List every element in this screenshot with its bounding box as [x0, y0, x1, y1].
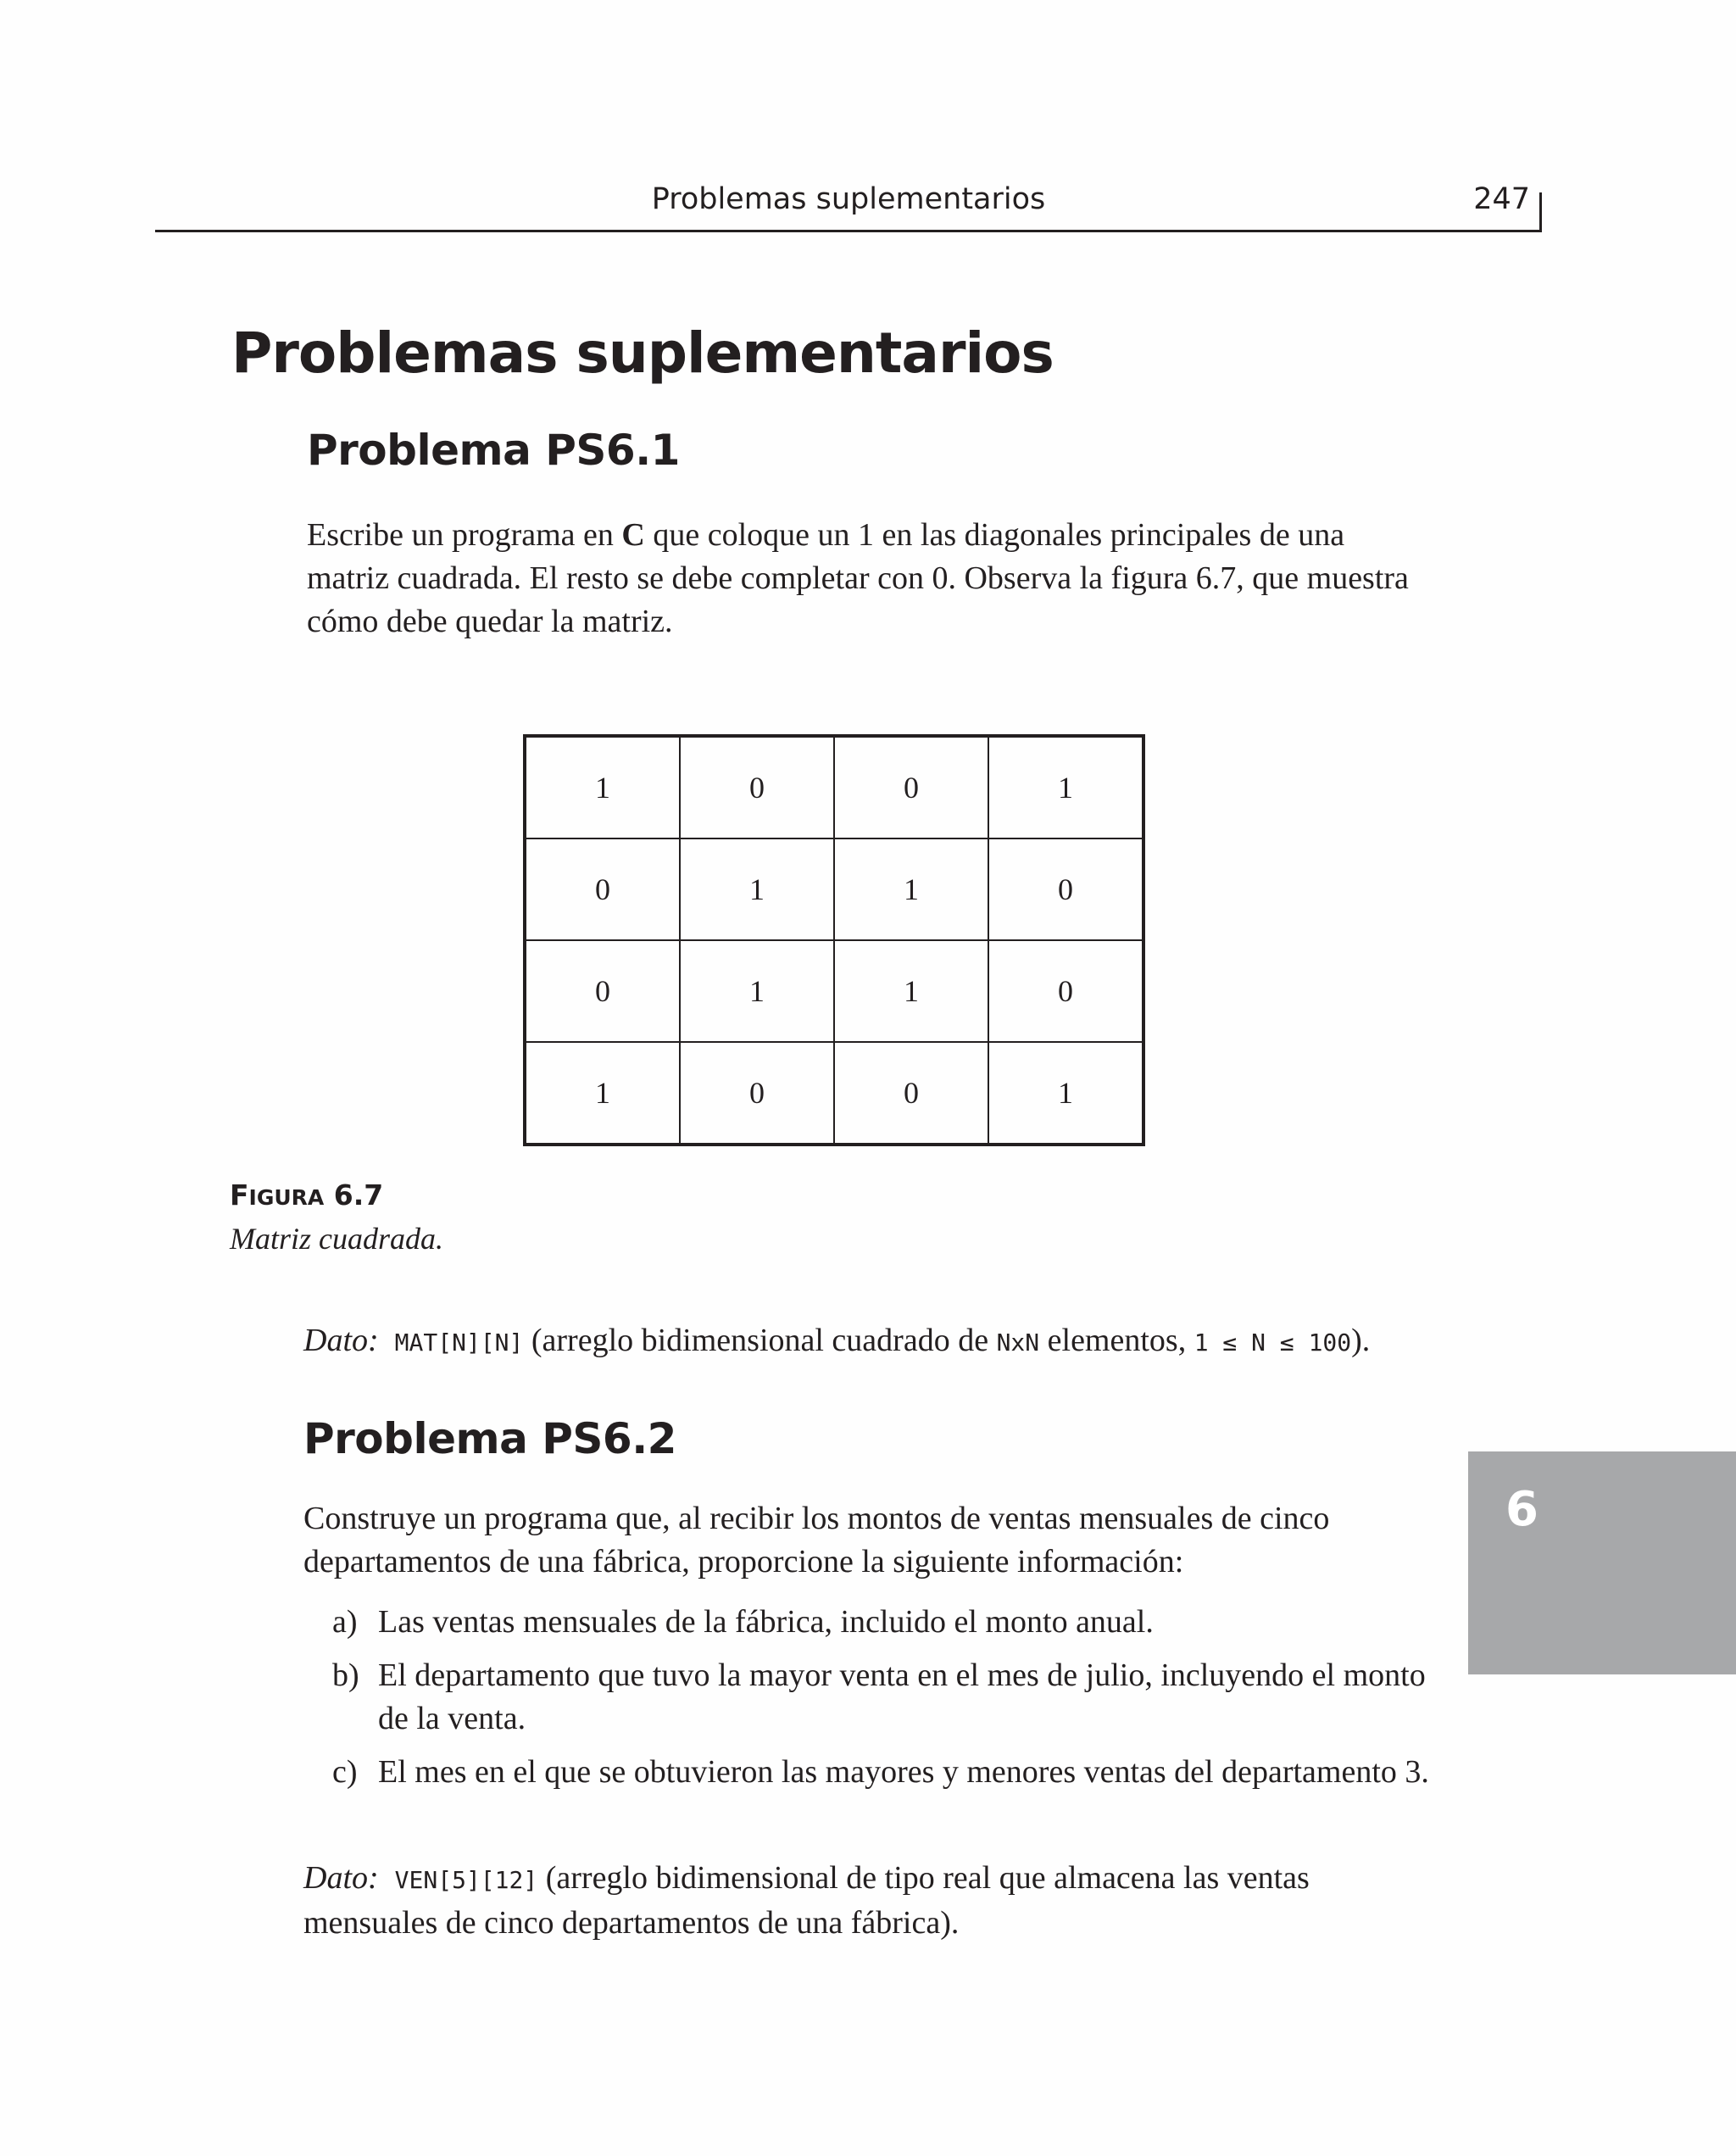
list-item-text: El mes en el que se obtuvieron las mayores y menores ventas del departamento 3. [378, 1754, 1429, 1790]
matrix-row [525, 1042, 1143, 1145]
matrix-row [525, 838, 1143, 940]
page-number: 247 [1473, 182, 1530, 216]
square-matrix-figure [523, 734, 1145, 1146]
problem-ps6-2-statement: Construye un programa que, al recibir los montos de ventas mensuales de cinco departamentos de una fábrica, proporcione la siguiente información: [303, 1501, 1330, 1579]
problem-ps6-2-title: Problema PS6.2 [303, 1414, 676, 1463]
matrix-cell: 1 [525, 1042, 680, 1145]
data-note-ps6-1 [303, 1319, 1370, 1364]
list-marker: b) [332, 1657, 359, 1693]
matrix-cell: 1 [525, 736, 680, 838]
data-note-ps6-2 [303, 1857, 1422, 1945]
figure-label [230, 1178, 383, 1212]
requirements-list [332, 1601, 1434, 1804]
matrix-cell: 1 [988, 1042, 1143, 1145]
code-ven: VEN[5][12] [394, 1866, 538, 1894]
language-name: C [621, 517, 645, 553]
running-header [155, 174, 1542, 232]
matrix-cell: 0 [525, 838, 680, 940]
matrix-cell: 0 [525, 940, 680, 1042]
list-item [332, 1751, 1434, 1794]
header-tick-mark [1539, 192, 1542, 231]
figure-number: 6.7 [333, 1178, 384, 1212]
code-nxn: NxN [996, 1329, 1040, 1357]
matrix-row [525, 736, 1143, 838]
list-item [332, 1601, 1434, 1644]
data-label: Dato: [303, 1860, 379, 1896]
matrix-cell: 1 [834, 838, 988, 940]
problem-ps6-1-statement [307, 514, 1434, 643]
matrix-row [525, 940, 1143, 1042]
section-title: Problemas suplementarios [231, 320, 1054, 386]
matrix-cell: 0 [834, 736, 988, 838]
matrix-cell: 1 [988, 736, 1143, 838]
figure-label-initial: F [230, 1178, 249, 1212]
matrix-cell: 0 [988, 838, 1143, 940]
list-item-text: Las ventas mensuales de la fábrica, incluido el monto anual. [378, 1604, 1154, 1640]
statement-text: Escribe un programa en [307, 517, 622, 553]
matrix-cell: 0 [834, 1042, 988, 1145]
statement-text: que coloque un 1 en las diagonales principales de una matriz cuadrada. El resto se debe completar con 0. Observa la figura 6.7, que muestra cómo debe quedar la matriz. [307, 517, 1409, 639]
chapter-number: 6 [1505, 1482, 1538, 1537]
matrix-cell: 1 [680, 838, 834, 940]
code-mat: MAT[N][N] [394, 1329, 524, 1357]
list-item [332, 1654, 1434, 1741]
matrix-cell: 0 [680, 1042, 834, 1145]
list-marker: a) [332, 1604, 358, 1640]
data-text: ). [1351, 1323, 1371, 1358]
data-text: elementos, [1039, 1323, 1194, 1358]
code-range: 1 ≤ N ≤ 100 [1194, 1329, 1352, 1357]
matrix-cell: 1 [680, 940, 834, 1042]
matrix-cell: 0 [680, 736, 834, 838]
problem-ps6-1-title: Problema PS6.1 [307, 426, 680, 475]
figure-caption: Matriz cuadrada. [230, 1222, 443, 1256]
data-label: Dato: [303, 1323, 379, 1358]
list-item-text: El departamento que tuvo la mayor venta en el mes de julio, incluyendo el monto de la venta. [378, 1657, 1426, 1736]
list-marker: c) [332, 1754, 358, 1790]
matrix-cell: 1 [834, 940, 988, 1042]
chapter-thumb-tab [1468, 1451, 1736, 1674]
matrix-cell: 0 [988, 940, 1143, 1042]
figure-label-rest: IGURA [248, 1185, 325, 1210]
running-title: Problemas suplementarios [651, 182, 1046, 216]
data-text: (arreglo bidimensional de tipo real que almacena las ventas mensuales de cinco departamentos de una fábrica). [303, 1860, 1310, 1941]
data-text: (arreglo bidimensional cuadrado de [523, 1323, 997, 1358]
